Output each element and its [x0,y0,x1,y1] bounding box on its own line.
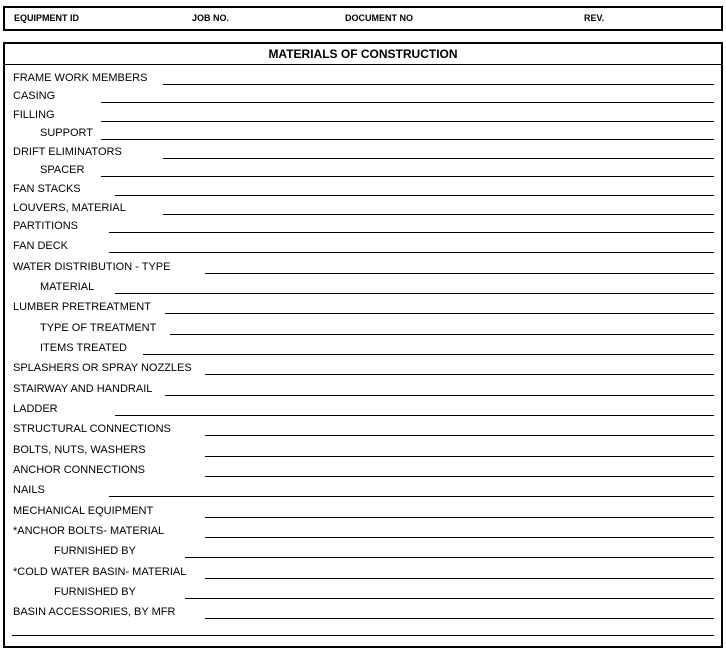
form-row [5,545,721,557]
form-row [5,127,721,139]
entry-line[interactable] [205,374,714,375]
form-row [5,281,721,293]
document-no-label: DOCUMENT NO [345,13,413,23]
form-row [5,444,721,456]
field-label: FURNISHED BY [54,545,136,557]
form-row [5,362,721,374]
field-label: LUMBER PRETREATMENT [13,301,151,313]
field-label: FAN STACKS [13,183,81,195]
document-header [3,6,723,31]
form-row [5,505,721,517]
form-row [5,164,721,176]
field-label: MECHANICAL EQUIPMENT [13,505,154,517]
entry-line[interactable] [165,395,714,396]
field-label: MATERIAL [40,281,95,293]
entry-line[interactable] [205,273,714,274]
entry-line[interactable] [205,456,714,457]
form-row [5,586,721,598]
field-label: LADDER [13,403,58,415]
field-label: FAN DECK [13,240,69,252]
field-label: SPACER [40,164,85,176]
field-label: FURNISHED BY [54,586,136,598]
form-row [5,90,721,102]
entry-line[interactable] [205,578,714,579]
entry-line[interactable] [101,176,714,177]
field-label: SPLASHERS OR SPRAY NOZZLES [13,362,192,374]
entry-line[interactable] [205,476,714,477]
entry-line[interactable] [115,195,714,196]
entry-line[interactable] [170,334,714,335]
field-label: BOLTS, NUTS, WASHERS [13,444,146,456]
form-row [5,566,721,578]
field-label: FRAME WORK MEMBERS [13,72,148,84]
entry-line[interactable] [115,415,714,416]
form-row [5,183,721,195]
form-row [5,301,721,313]
form-row [5,72,721,84]
form-row [5,525,721,537]
entry-line[interactable] [109,496,714,497]
field-label: TYPE OF TREATMENT [40,322,157,334]
job-no-label: JOB NO. [192,13,230,23]
entry-line[interactable] [205,435,714,436]
entry-line[interactable] [163,84,714,85]
field-label: STAIRWAY AND HANDRAIL [13,383,153,395]
blank-entry-line[interactable] [12,635,714,636]
entry-line[interactable] [101,121,714,122]
form-row [5,484,721,496]
field-label: BASIN ACCESSORIES, BY MFR [13,606,176,618]
field-label: PARTITIONS [13,220,78,232]
field-label: CASING [13,90,56,102]
field-label: ITEMS TREATED [40,342,127,354]
field-label: DRIFT ELIMINATORS [13,146,122,158]
equipment-id-label: EQUIPMENT ID [14,13,80,23]
field-label: *COLD WATER BASIN- MATERIAL [13,566,187,578]
form-row [5,202,721,214]
form-row [5,383,721,395]
entry-line[interactable] [101,139,714,140]
form-row [5,220,721,232]
form-row [5,146,721,158]
entry-line[interactable] [109,232,714,233]
materials-panel [3,42,723,648]
entry-line[interactable] [143,354,714,355]
form-row [5,403,721,415]
field-label: *ANCHOR BOLTS- MATERIAL [13,525,165,537]
field-label: LOUVERS, MATERIAL [13,202,126,214]
entry-line[interactable] [163,214,714,215]
entry-line[interactable] [101,102,714,103]
field-label: FILLING [13,109,55,121]
entry-line[interactable] [205,618,714,619]
field-label: NAILS [13,484,45,496]
entry-line[interactable] [165,313,714,314]
panel-title: MATERIALS OF CONSTRUCTION [5,44,721,65]
form-row [5,240,721,252]
form-row [5,342,721,354]
form-row [5,606,721,618]
entry-line[interactable] [163,158,714,159]
field-label: STRUCTURAL CONNECTIONS [13,423,171,435]
form-row [5,322,721,334]
entry-line[interactable] [185,598,714,599]
entry-line[interactable] [205,517,714,518]
entry-line[interactable] [185,557,714,558]
field-label: WATER DISTRIBUTION - TYPE [13,261,171,273]
form-row [5,261,721,273]
entry-line[interactable] [115,293,714,294]
form-row [5,423,721,435]
field-label: ANCHOR CONNECTIONS [13,464,146,476]
form-row [5,109,721,121]
rev-label: REV. [584,13,605,23]
entry-line[interactable] [109,252,714,253]
entry-line[interactable] [205,537,714,538]
form-row [5,464,721,476]
field-label: SUPPORT [40,127,93,139]
